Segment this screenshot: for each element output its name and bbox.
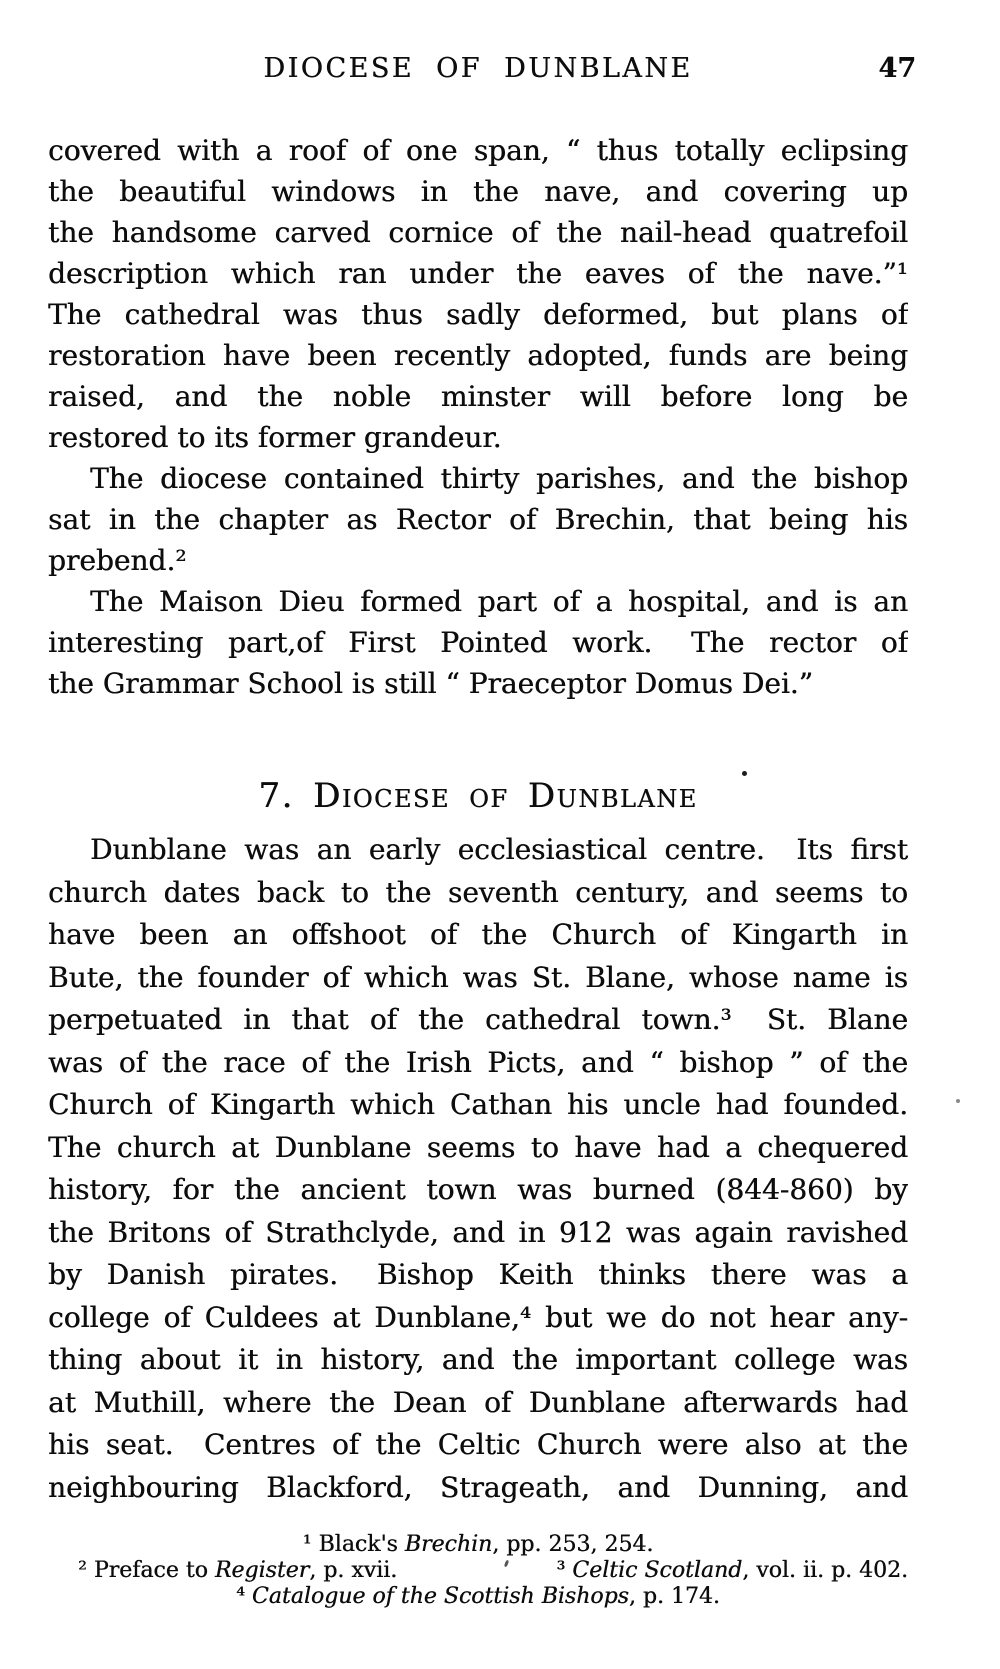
footnote-text: , p. 174. xyxy=(628,1584,720,1609)
footnote-text-italic: Brechin xyxy=(404,1532,493,1557)
text-line: history, for the ancient town was burned (844-860) by xyxy=(48,1173,908,1206)
text-line: Bute, the founder of which was St. Blane, whose name is xyxy=(48,960,908,994)
text-line: description which ran under the eaves of the nave.”¹ xyxy=(48,257,908,290)
footnote xyxy=(303,1532,654,1557)
footnote-row xyxy=(48,1584,908,1610)
text-line: restoration have been recently adopted, funds are being xyxy=(48,339,908,372)
footnote-text-italic: Register xyxy=(214,1558,310,1583)
page-number: 47 xyxy=(878,53,916,84)
footnote-row xyxy=(48,1532,908,1558)
footnote-text: ¹ Black's xyxy=(302,1532,405,1557)
text-line: The church at Dunblane seems to have had a chequered xyxy=(48,1130,908,1164)
footnote xyxy=(556,1558,908,1584)
text-line: covered with a roof of one span, “ thus totally eclipsing xyxy=(48,134,908,167)
running-header: DIOCESE OF DUNBLANE xyxy=(263,53,693,84)
footnote-text: , vol. ii. p. 402. xyxy=(742,1558,908,1583)
text-line: was of the race of the Irish Picts, and “ bishop ” of the xyxy=(48,1045,908,1079)
text-line: the Britons of Strathclyde, and in 912 was again ravished xyxy=(48,1215,908,1249)
footnote-text-italic: Catalogue of the Scottish Bishops xyxy=(251,1584,629,1609)
text-line: The cathedral was thus sadly deformed, but plans of xyxy=(48,298,908,331)
text-line: the Grammar School is still “ Praeceptor Domus Dei.” xyxy=(48,667,813,700)
footnote xyxy=(236,1584,720,1609)
text-line: perpetuated in that of the cathedral town.³ St. Blane xyxy=(48,1003,908,1036)
footnote-text: ⁴ xyxy=(236,1584,252,1609)
text-line: sat in the chapter as Rector of Brechin, that being his xyxy=(48,503,908,536)
text-line: college of Culdees at Dunblane,⁴ but we do not hear any- xyxy=(48,1300,908,1334)
text-line: The diocese contained thirty parishes, and the bishop xyxy=(90,462,908,495)
text-line: thing about it in history, and the important college was xyxy=(48,1343,908,1376)
text-line: Dunblane was an early ecclesiastical centre. Its first xyxy=(90,833,908,866)
text-line: neighbouring Blackford, Strageath, and Dunning, and xyxy=(48,1470,908,1504)
text-line: by Danish pirates. Bishop Keith thinks there was a xyxy=(48,1258,908,1291)
scan-artifact-dot xyxy=(956,1099,960,1103)
text-line: the beautiful windows in the nave, and covering up xyxy=(48,175,908,208)
text-line: have been an offshoot of the Church of Kingarth in xyxy=(48,918,908,951)
footnote xyxy=(78,1558,397,1584)
text-line: his seat. Centres of the Celtic Church were also at the xyxy=(48,1428,908,1461)
text-line: prebend.² xyxy=(48,544,187,577)
text-line: at Muthill, where the Dean of Dunblane afterwards had xyxy=(48,1385,908,1419)
footnote-text: , p. xvii. xyxy=(309,1558,398,1583)
body-text-upper xyxy=(48,130,908,704)
footnote-row xyxy=(48,1558,908,1584)
footnotes xyxy=(48,1532,908,1610)
text-line: church dates back to the seventh century, and seems to xyxy=(48,875,908,909)
text-line: interesting part,of First Pointed work. The rector of xyxy=(48,626,908,659)
text-line: raised, and the noble minster will before long be xyxy=(48,380,908,413)
footnote-text: , pp. 253, 254. xyxy=(492,1532,654,1557)
text-line: the handsome carved cornice of the nail-head quatrefoil xyxy=(48,216,908,249)
section-heading: 7. Diocese of Dunblane xyxy=(258,776,698,816)
body-text-lower xyxy=(48,829,908,1509)
footnote-text: ² Preface to xyxy=(78,1558,215,1583)
text-line: The Maison Dieu formed part of a hospital, and is an xyxy=(90,585,908,618)
text-line: restored to its former grandeur. xyxy=(48,421,502,454)
scan-artifact-dot xyxy=(742,771,747,776)
text-line: Church of Kingarth which Cathan his uncle had founded. xyxy=(48,1088,908,1121)
footnote-text-italic: Celtic Scotland xyxy=(572,1558,743,1583)
footnote-text: ³ xyxy=(556,1558,573,1583)
